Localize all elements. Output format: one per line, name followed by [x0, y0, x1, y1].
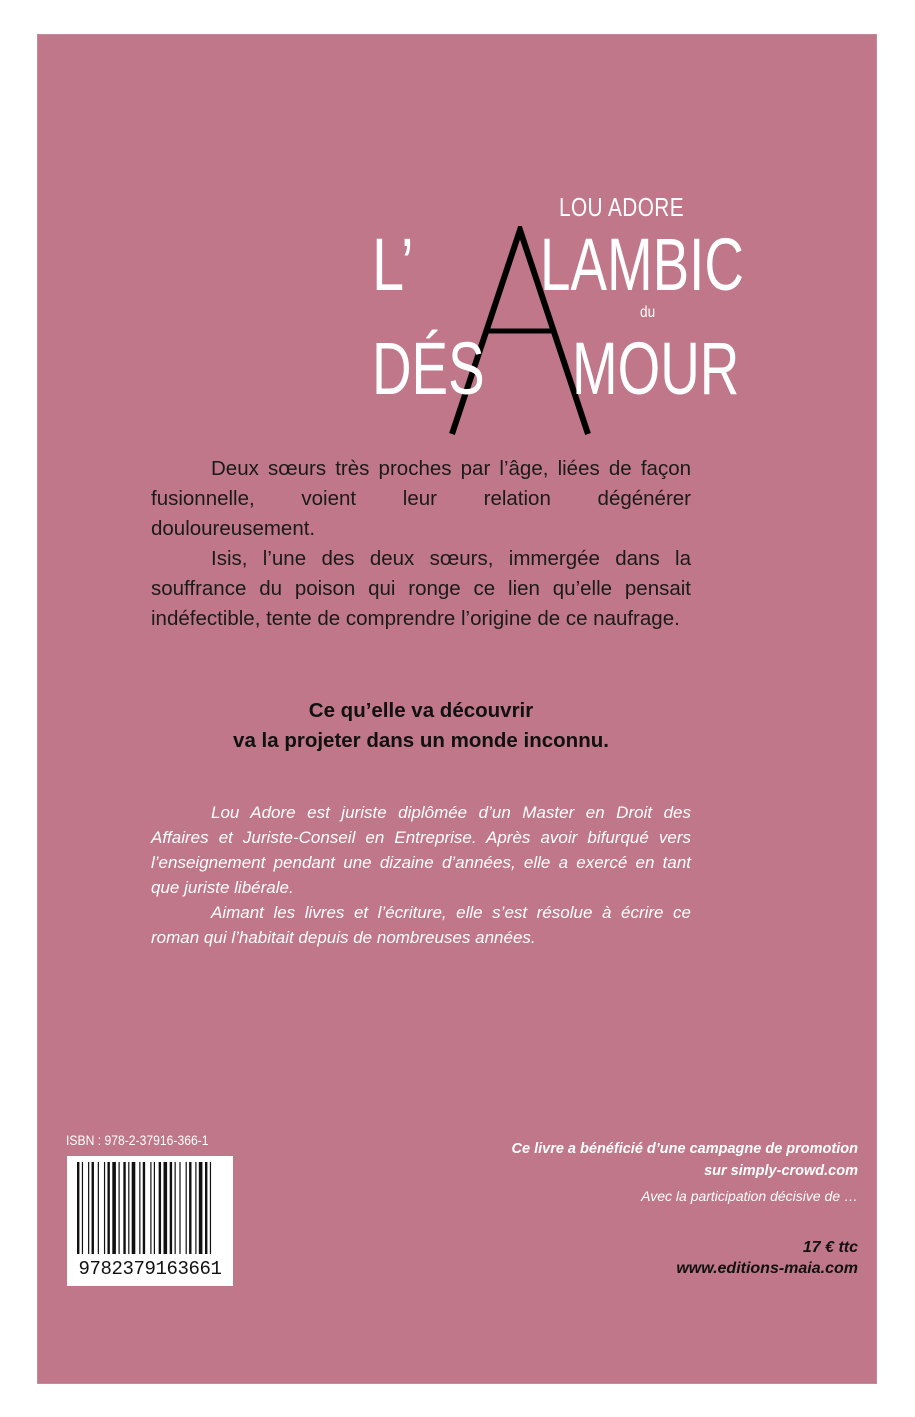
blurb-paragraph: Deux sœurs très proches par l’âge, liées de façon fusionnelle, voient leur relation dégénérer douloureusement.	[151, 457, 691, 540]
bio-paragraph: Lou Adore est juriste diplômée d’un Master en Droit des Affaires et Juriste-Conseil en Entreprise. Après avoir bifurqué vers l’enseignement pendant une dizaine d’années, elle a exercé en tant que juriste libérale.	[151, 803, 691, 897]
hook-line: Ce qu’elle va découvrir	[308, 699, 534, 722]
title-apostrophe-l: L’	[372, 223, 414, 306]
hook-text	[151, 696, 691, 756]
barcode-bars-icon	[75, 1162, 225, 1258]
participation-text: Avec la participation décisive de …	[641, 1188, 858, 1204]
author-bio	[151, 800, 691, 950]
promo-line: Ce livre a bénéficié d’une campagne de promotion	[511, 1141, 858, 1157]
author-name: LOU ADORE	[559, 192, 684, 222]
title-du: du	[640, 304, 656, 321]
price: 17 € ttc	[802, 1239, 858, 1256]
blurb-paragraph: Isis, l’une des deux sœurs, immergée dans la souffrance du poison qui ronge ce lien qu’elle pensait indéfectible, tente de comprendre l’origine de ce naufrage.	[151, 547, 691, 630]
hook-line: va la projeter dans un monde inconnu.	[233, 729, 609, 752]
title-lambic: LAMBIC	[540, 223, 744, 306]
title-des: DÉS	[372, 327, 485, 410]
title-mour: MOUR	[572, 327, 740, 410]
blurb-text	[151, 454, 691, 634]
barcode-number: 9782379163661	[78, 1258, 222, 1280]
publisher-website[interactable]: www.editions-maia.com	[676, 1260, 858, 1277]
promo-line: sur simply-crowd.com	[704, 1163, 858, 1179]
isbn-label: ISBN : 978-2-37916-366-1	[66, 1133, 209, 1148]
barcode	[67, 1156, 233, 1286]
bio-paragraph: Aimant les livres et l’écriture, elle s’est résolue à écrire ce roman qui l’habitait depuis de nombreuses années.	[151, 903, 691, 947]
promo-text	[512, 1138, 858, 1182]
